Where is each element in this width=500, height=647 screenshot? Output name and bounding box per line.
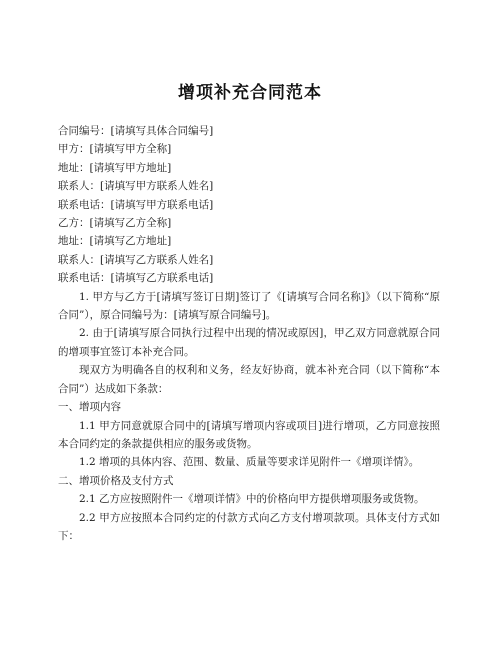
party-a-phone-field: 联系电话：[请填写甲方联系电话]: [58, 198, 214, 211]
intro-paragraph-1: 1. 甲方与乙方于[请填写签订日期]签订了《[请填写合同名称]》（以下简称“原合同”），原合同编号为：[请填写原合同编号]。: [58, 290, 440, 322]
intro-paragraph-2: 2. 由于[请填写原合同执行过程中出现的情况或原因]，甲乙双方同意就原合同的增项事宜签订本补充合同。: [58, 327, 440, 358]
section-heading-2: 二、增项价格及支付方式: [58, 474, 174, 487]
party-b-contact-field: 联系人：[请填写乙方联系人姓名]: [58, 253, 214, 266]
clause-1-2: 1.2 增项的具体内容、范围、数量、质量等要求详见附件一《增项详情》。: [79, 456, 420, 469]
party-b-phone-field: 联系电话：[请填写乙方联系电话]: [58, 272, 214, 285]
party-b-address-field: 地址：[请填写乙方地址]: [58, 235, 172, 248]
clause-2-1: 2.1 乙方应按照附件一《增项详情》中的价格向甲方提供增项服务或货物。: [79, 493, 425, 506]
document-title: 增项补充合同范本: [178, 83, 322, 103]
party-b-name-field: 乙方：[请填写乙方全称]: [58, 217, 172, 230]
contract-number-field: 合同编号：[请填写具体合同编号]: [58, 125, 214, 137]
document-body: [58, 122, 440, 545]
party-a-address-field: 地址：[请填写甲方地址]: [58, 161, 172, 174]
party-a-contact-field: 联系人：[请填写甲方联系人姓名]: [58, 180, 214, 193]
clause-1-1: 1.1 甲方同意就原合同中的[请填写增项内容或项目]进行增项，乙方同意按照本合同约定的条款提供相应的服务或货物。: [58, 419, 440, 450]
section-heading-1: 一、增项内容: [58, 401, 121, 414]
party-a-name-field: 甲方：[请填写甲方全称]: [58, 143, 172, 156]
clause-2-2: 2.2 甲方应按照本合同约定的付款方式向乙方支付增项款项。具体支付方式如下：: [58, 511, 440, 542]
intro-paragraph-3: 现双方为明确各自的权利和义务，经友好协商，就本补充合同（以下简称“本合同”）达成如下条款：: [58, 364, 440, 395]
